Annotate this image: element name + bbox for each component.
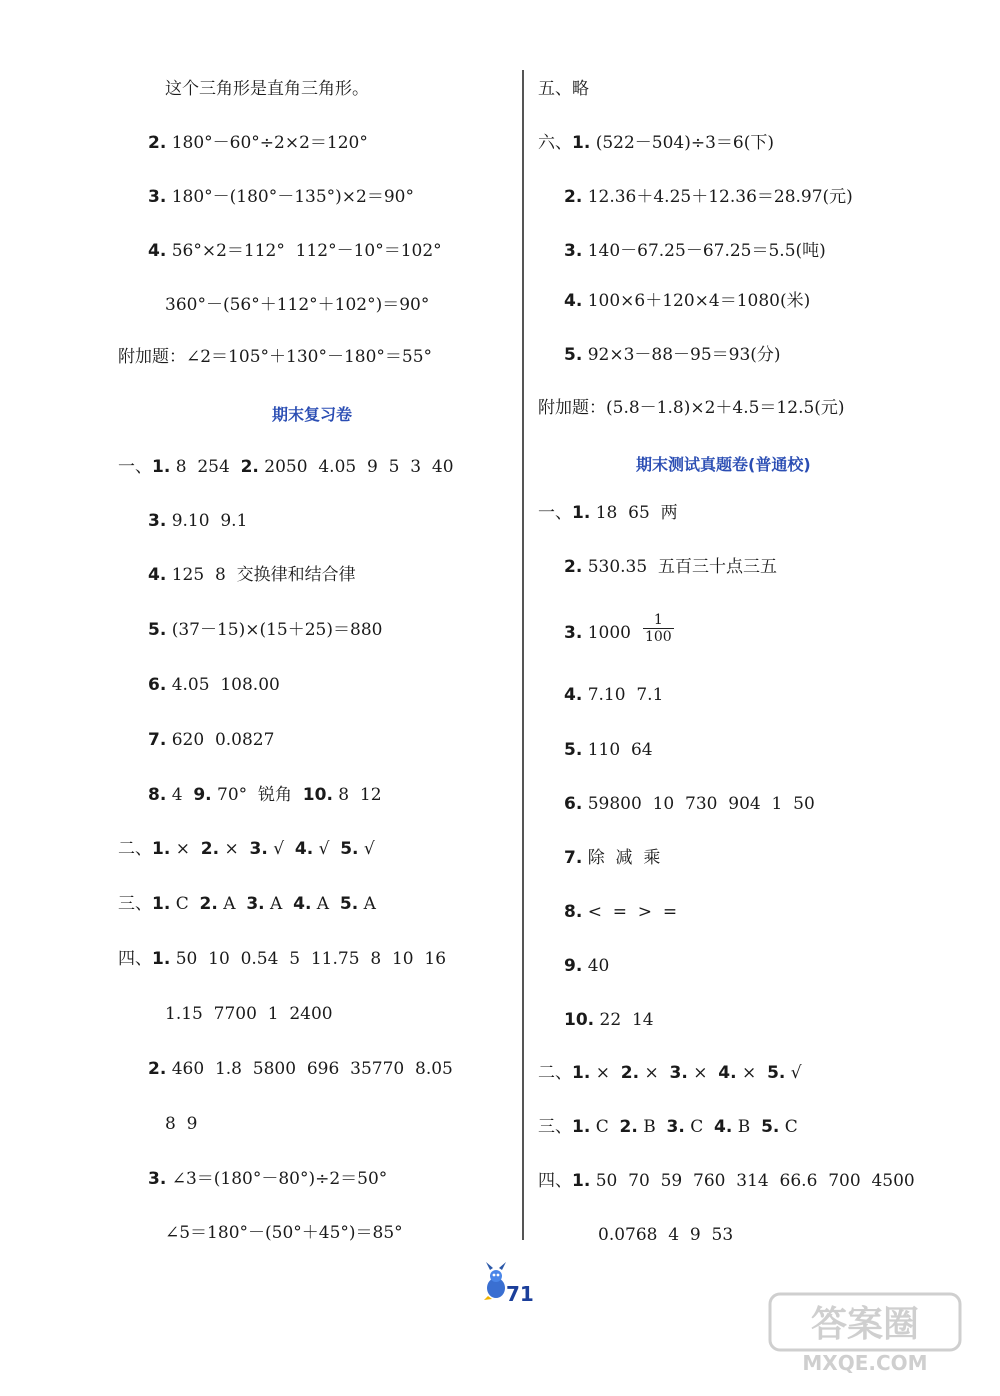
answer-line: 六、1. (522－504)÷3＝6(下): [538, 133, 775, 153]
page-number: 71: [506, 1282, 534, 1306]
answer-line: 6. 4.05 108.00: [148, 675, 280, 695]
fraction: $\frac{1}{100}$: [644, 612, 672, 645]
answer-line: 一、1. 8 254 2. 2050 4.05 9 5 3 40: [118, 457, 454, 477]
answer-line: 1.15 7700 1 2400: [165, 1004, 333, 1024]
answer-line: 这个三角形是直角三角形。: [165, 79, 369, 99]
answer-line: 8. 4 9. 70° 锐角 10. 8 12: [148, 785, 382, 805]
answer-line: 8. < = > =: [564, 902, 678, 922]
answer-line: 2. 180°－60°÷2×2＝120°: [148, 133, 368, 153]
answer-line: 二、1. × 2. × 3. × 4. × 5. √: [538, 1063, 802, 1083]
answer-line: 4. 125 8 交换律和结合律: [148, 565, 356, 585]
answer-line: 五、略: [538, 79, 589, 99]
answer-line: 8 9: [165, 1114, 198, 1134]
answer-line: 7. 620 0.0827: [148, 730, 275, 750]
answer-line: 三、1. C 2. A 3. A 4. A 5. A: [118, 894, 376, 914]
answer-line: 360°－(56°＋112°＋102°)＝90°: [165, 295, 430, 315]
answer-line: 四、1. 50 10 0.54 5 11.75 8 10 16: [118, 949, 447, 969]
answer-line: 四、1. 50 70 59 760 314 66.6 700 4500: [538, 1171, 915, 1191]
answer-line: 一、1. 18 65 两: [538, 503, 678, 523]
bonus-question-line: 附加题：(5.8－1.8)×2＋4.5＝12.5(元): [538, 398, 845, 418]
answer-line: 3. 9.10 9.1: [148, 511, 248, 531]
answer-line: 4. 56°×2＝112° 112°－10°＝102°: [148, 241, 442, 261]
answer-line: 2. 12.36＋4.25＋12.36＝28.97(元): [564, 187, 853, 207]
answer-line: 5. 110 64: [564, 740, 653, 760]
answer-line: 6. 59800 10 730 904 1 50: [564, 794, 815, 814]
bonus-question-line: 附加题：∠2＝105°＋130°－180°＝55°: [118, 347, 433, 367]
answer-line: 7. 除 减 乘: [564, 848, 661, 868]
answer-line: 4. 7.10 7.1: [564, 685, 664, 705]
answer-line: 5. (37－15)×(15＋25)＝880: [148, 620, 383, 640]
answer-line: 0.0768 4 9 53: [598, 1225, 734, 1245]
section-heading: 期末复习卷: [272, 405, 353, 424]
answer-line: 3. ∠3＝(180°－80°)÷2＝50°: [148, 1169, 388, 1189]
answer-line: 二、1. × 2. × 3. √ 4. √ 5. √: [118, 839, 375, 859]
answer-line: 10. 22 14: [564, 1010, 654, 1030]
svg-text:答案圈: 答案圈: [810, 1304, 920, 1345]
svg-text:MXQE.COM: MXQE.COM: [802, 1351, 928, 1375]
answer-line: 2. 460 1.8 5800 696 35770 8.05: [148, 1059, 453, 1079]
answer-line: 3. 140－67.25－67.25＝5.5(吨): [564, 241, 826, 261]
answer-line: 3. 180°－(180°－135°)×2＝90°: [148, 187, 415, 207]
answer-line: 4. 100×6＋120×4＝1080(米): [564, 291, 811, 311]
answer-line: 5. 92×3－88－95＝93(分): [564, 345, 781, 365]
answer-line: ∠5＝180°－(50°＋45°)＝85°: [165, 1223, 403, 1243]
watermark-logo: [760, 1286, 980, 1376]
section-heading: 期末测试真题卷(普通校): [636, 455, 811, 474]
answer-line: 9. 40: [564, 956, 610, 976]
column-divider: [522, 70, 524, 1240]
answer-line: 3. 1000 $\frac{1}{100}$: [564, 612, 672, 645]
answer-line: 三、1. C 2. B 3. C 4. B 5. C: [538, 1117, 798, 1137]
answer-line: 2. 530.35 五百三十点三五: [564, 557, 777, 577]
